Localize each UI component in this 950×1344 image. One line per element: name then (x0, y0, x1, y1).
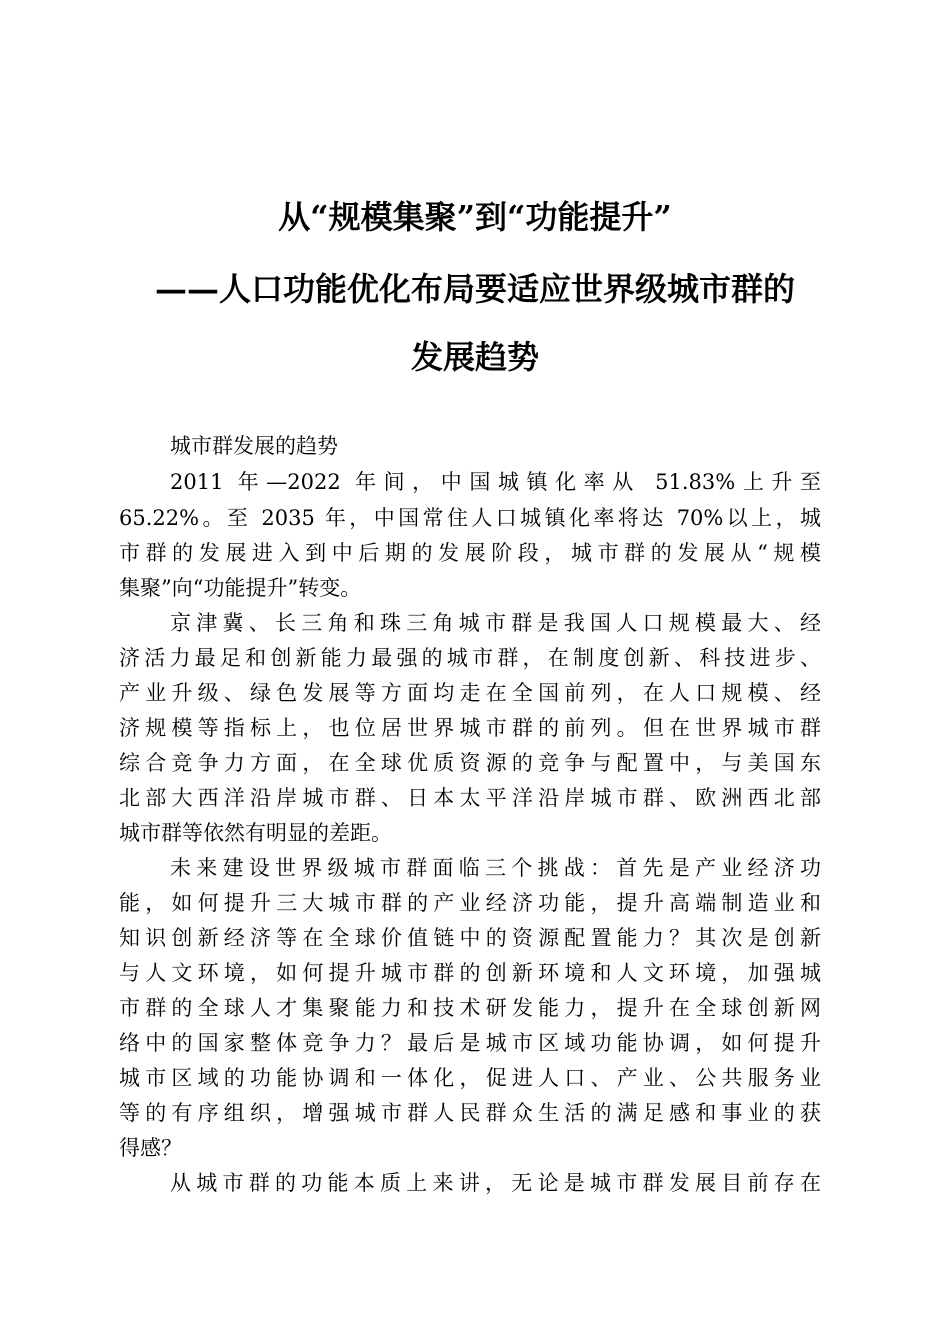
body-text-line: 知识创新经济等在全球价值链中的资源配置能力？其次是创新 (119, 926, 821, 950)
body-text-line: 未来建设世界级城市群面临三个挑战：首先是产业经济功 (170, 856, 821, 880)
body-text-line: 京津冀、长三角和珠三角城市群是我国人口规模最大、经 (170, 611, 821, 635)
body-text-line: 络中的国家整体竞争力？最后是城市区域功能协调，如何提升 (119, 1031, 821, 1055)
body-text-line: 济规模等指标上，也位居世界城市群的前列。但在世界城市群 (119, 716, 821, 740)
body-text-line: 产业升级、绿色发展等方面均走在全国前列，在人口规模、经 (119, 681, 821, 705)
body-text-line: 65.22%。至 2035 年，中国常住人口城镇化率将达 70%以上，城 (119, 506, 821, 530)
body-text-line: 北部大西洋沿岸城市群、日本太平洋沿岸城市群、欧洲西北部 (119, 786, 821, 810)
body-text-line: 得感？ (119, 1136, 182, 1160)
body-text-line: 能，如何提升三大城市群的产业经济功能，提升高端制造业和 (119, 891, 821, 915)
body-text-line: 集聚”向“功能提升”转变。 (119, 576, 362, 600)
section-heading: 城市群发展的趋势 (170, 434, 338, 458)
body-text-line: 综合竞争力方面，在全球优质资源的竞争与配置中，与美国东 (119, 751, 821, 775)
title-line-2: ——人口功能优化布局要适应世界级城市群的 (154, 270, 795, 308)
body-text-line: 等的有序组织，增强城市群人民群众生活的满足感和事业的获 (119, 1101, 821, 1125)
body-text-line: 济活力最足和创新能力最强的城市群，在制度创新、科技进步、 (119, 646, 821, 670)
body-text-line: 与人文环境，如何提升城市群的创新环境和人文环境，加强城 (119, 961, 821, 985)
body-text-line: 2011 年—2022 年间，中国城镇化率从 51.83%上升至 (170, 470, 821, 494)
title-line-1: 从“规模集聚”到“功能提升” (278, 198, 672, 236)
body-text-line: 城市区域的功能协调和一体化，促进人口、产业、公共服务业 (119, 1066, 821, 1090)
body-text-line: 城市群等依然有明显的差距。 (119, 821, 392, 845)
body-text-line: 从城市群的功能本质上来讲，无论是城市群发展目前存在 (170, 1171, 821, 1195)
title-line-3: 发展趋势 (410, 338, 539, 376)
body-text-line: 市群的发展进入到中后期的发展阶段，城市群的发展从“规模 (119, 541, 821, 565)
body-text-line: 市群的全球人才集聚能力和技术研发能力，提升在全球创新网 (119, 996, 821, 1020)
